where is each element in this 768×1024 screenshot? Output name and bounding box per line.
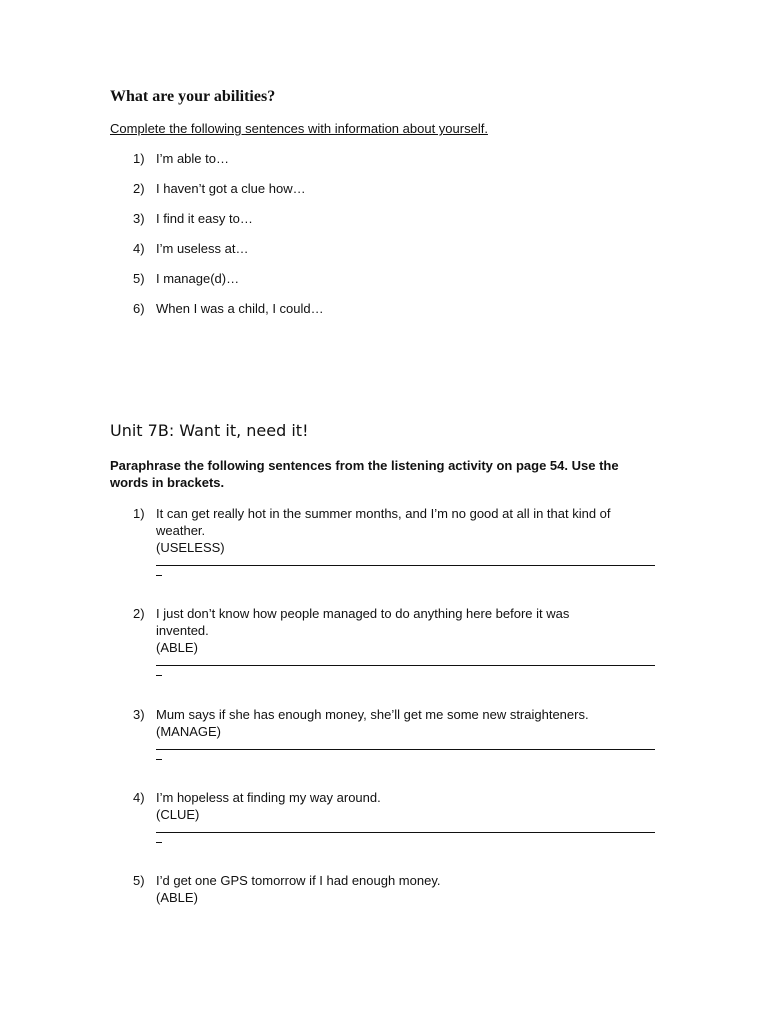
item-number: 5) (133, 271, 145, 286)
item-text: I haven’t got a clue how… (156, 181, 306, 196)
item-keyword: (CLUE) (156, 807, 200, 822)
unit-title: Unit 7B: Want it, need it! (110, 421, 309, 440)
item-text-line: It can get really hot in the summer months, and I’m no good at all in that kind of (156, 506, 611, 521)
item-text-line: Mum says if she has enough money, she’ll get me some new straighteners. (156, 707, 589, 722)
section-title: What are your abilities? (110, 88, 276, 105)
item-number: 6) (133, 301, 145, 316)
item-number: 3) (133, 211, 145, 226)
answer-line-end (156, 666, 162, 676)
item-number: 1) (133, 151, 145, 166)
item-number: 2) (133, 606, 145, 621)
item-number: 3) (133, 707, 145, 722)
item-text: When I was a child, I could… (156, 301, 324, 316)
item-number: 1) (133, 506, 145, 521)
section-instruction: Complete the following sentences with information about yourself. (110, 121, 488, 136)
answer-line[interactable] (156, 656, 655, 666)
item-text-line: invented. (156, 623, 209, 638)
item-keyword: (ABLE) (156, 640, 198, 655)
item-number: 5) (133, 873, 145, 888)
item-keyword: (MANAGE) (156, 724, 221, 739)
item-text: I’m able to… (156, 151, 229, 166)
unit-instruction: Paraphrase the following sentences from the listening activity on page 54. Use the words in brackets. (110, 458, 619, 490)
item-number: 4) (133, 790, 145, 805)
item-number: 2) (133, 181, 145, 196)
item-text: I manage(d)… (156, 271, 240, 286)
item-text-line: weather. (156, 523, 206, 538)
item-text-line: I’m hopeless at finding my way around. (156, 790, 381, 805)
item-text-line: I’d get one GPS tomorrow if I had enough money. (156, 873, 441, 888)
item-text-line: I just don’t know how people managed to do anything here before it was (156, 606, 570, 621)
item-keyword: (ABLE) (156, 890, 198, 905)
item-text: I’m useless at… (156, 241, 249, 256)
answer-line-end (156, 566, 162, 576)
answer-line-end (156, 750, 162, 760)
answer-line[interactable] (156, 556, 655, 566)
item-text: I find it easy to… (156, 211, 253, 226)
item-number: 4) (133, 241, 145, 256)
answer-line[interactable] (156, 740, 655, 750)
answer-line-end (156, 833, 162, 843)
answer-line[interactable] (156, 823, 655, 833)
item-keyword: (USELESS) (156, 540, 225, 555)
